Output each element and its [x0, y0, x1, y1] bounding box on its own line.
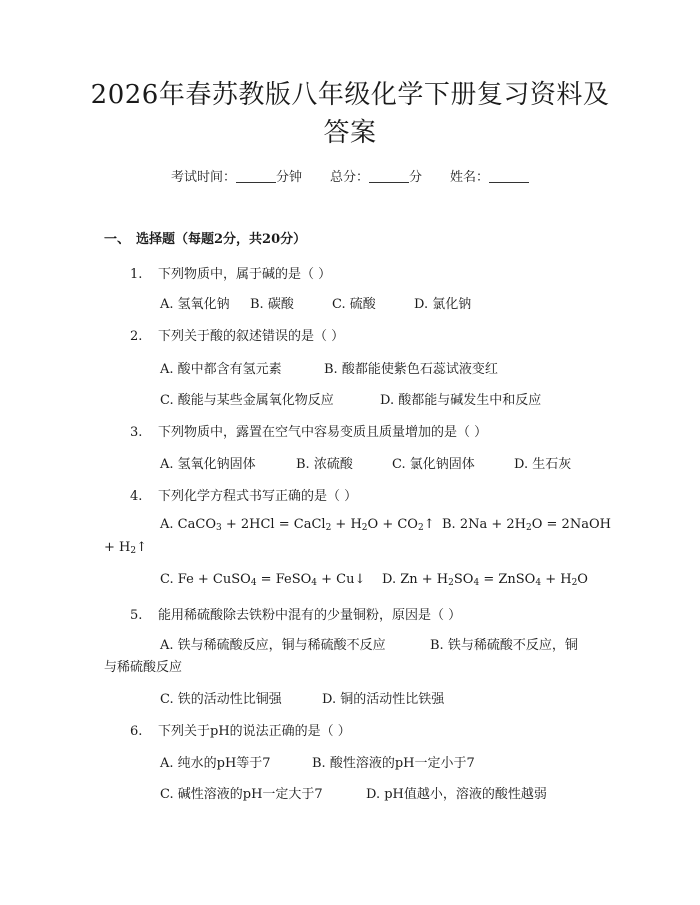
- option-b: B. 碳酸: [250, 297, 294, 312]
- question-4-options-row-2: [160, 572, 588, 588]
- question-1-options: [160, 293, 471, 312]
- option-a-label: A.: [160, 517, 174, 532]
- question-3-options: [160, 453, 571, 472]
- title-line-2: 答案: [323, 118, 377, 148]
- question-number: 3.: [130, 425, 143, 440]
- question-number: 6.: [130, 724, 143, 739]
- option-d: D. 铜的活动性比铁强: [322, 692, 445, 707]
- question-number: 5.: [130, 608, 143, 623]
- option-d-label: D.: [382, 572, 397, 587]
- question-1: [130, 263, 331, 282]
- option-b-label: B.: [442, 517, 456, 532]
- question-5-option-b-continued: 与稀硫酸反应: [104, 660, 183, 675]
- question-6-options-row-2: [160, 783, 547, 802]
- precipitate-arrow-icon: ↓: [354, 572, 366, 587]
- option-b: B. 铁与稀硫酸不反应，铜: [430, 638, 578, 653]
- option-d: D. 生石灰: [514, 457, 572, 472]
- option-c: C. 碱性溶液的pH一定大于7: [160, 787, 323, 802]
- question-4-option-b-continued: + $H_2↑$: [104, 540, 148, 556]
- section-number: 一、: [104, 232, 131, 247]
- question-5: [130, 604, 461, 623]
- question-text: 下列物质中，属于碱的是（ ）: [158, 267, 332, 282]
- question-4-options-row-1: [160, 517, 611, 533]
- option-d: D. pH值越小，溶液的酸性越弱: [366, 787, 547, 802]
- score-unit: 分: [409, 170, 423, 185]
- question-3: [130, 421, 487, 440]
- option-c: C. 硫酸: [332, 297, 376, 312]
- question-text: 下列化学方程式书写正确的是（ ）: [158, 489, 358, 504]
- option-a: A. 纯水的pH等于7: [160, 756, 271, 771]
- option-c: C. 酸能与某些金属氧化物反应: [160, 393, 334, 408]
- option-b: B. 酸都能使紫色石蕊试液变红: [324, 362, 498, 377]
- question-number: 2.: [130, 329, 143, 344]
- question-2-options-row-1: [160, 358, 498, 377]
- time-unit: 分钟: [275, 170, 302, 185]
- option-a: A. 氢氧化钠: [160, 297, 230, 312]
- document-title: [60, 76, 640, 152]
- option-a: A. 酸中都含有氢元素: [160, 362, 282, 377]
- option-b: B. 酸性溶液的pH一定小于7: [312, 756, 475, 771]
- question-text: 能用稀硫酸除去铁粉中混有的少量铜粉，原因是（ ）: [158, 608, 462, 623]
- section-title: 选择题（每题2分，共20分）: [136, 232, 307, 247]
- option-c-label: C.: [160, 572, 174, 587]
- option-b: B. 浓硫酸: [296, 457, 353, 472]
- question-number: 1.: [130, 267, 143, 282]
- option-d: D. $Zn + H_2SO_4$ = ZnSO$_4$ + $H_2O$: [382, 572, 588, 588]
- question-4: [130, 485, 357, 504]
- question-6-options-row-1: [160, 752, 475, 771]
- gas-arrow-icon: ↑: [423, 517, 435, 532]
- question-text: 下列物质中，露置在空气中容易变质且质量增加的是（ ）: [158, 425, 488, 440]
- option-d: D. 酸都能与碱发生中和反应: [380, 393, 542, 408]
- question-5-options-row-1: [160, 634, 578, 653]
- gas-arrow-icon: ↑: [136, 540, 148, 555]
- option-b: B. $2Na + 2H_2O$ = 2NaOH: [442, 517, 611, 533]
- time-label: 考试时间：: [170, 170, 236, 185]
- question-2-options-row-2: [160, 389, 541, 408]
- question-text: 下列关于酸的叙述错误的是（ ）: [158, 329, 345, 344]
- name-blank[interactable]: [489, 169, 529, 183]
- question-2: [130, 325, 344, 344]
- score-label: 总分：: [329, 170, 369, 185]
- option-a: A. 氢氧化钠固体: [160, 457, 256, 472]
- option-a: A. 铁与稀硫酸反应，铜与稀硫酸不反应: [160, 638, 386, 653]
- option-c: C. Fe + CuSO$_4$ = FeSO$_4$ + Cu↓: [160, 572, 366, 588]
- exam-info: [0, 166, 700, 185]
- option-d: D. 氯化钠: [414, 297, 472, 312]
- question-6: [130, 720, 351, 739]
- option-a: A. CaCO$_3$ + 2HCl = CaCl$_2$ + $H_2O$ + $CO_2↑$: [160, 517, 435, 533]
- time-blank[interactable]: [236, 169, 276, 183]
- question-5-options-row-2: [160, 688, 444, 707]
- question-number: 4.: [130, 489, 143, 504]
- score-blank[interactable]: [369, 169, 409, 183]
- section-heading: [104, 228, 306, 247]
- question-text: 下列关于pH的说法正确的是（ ）: [158, 724, 351, 739]
- name-label: 姓名：: [450, 170, 490, 185]
- option-c: C. 铁的活动性比铜强: [160, 692, 282, 707]
- option-c: C. 氯化钠固体: [392, 457, 475, 472]
- title-line-1: 2026年春苏教版八年级化学下册复习资料及: [90, 80, 610, 110]
